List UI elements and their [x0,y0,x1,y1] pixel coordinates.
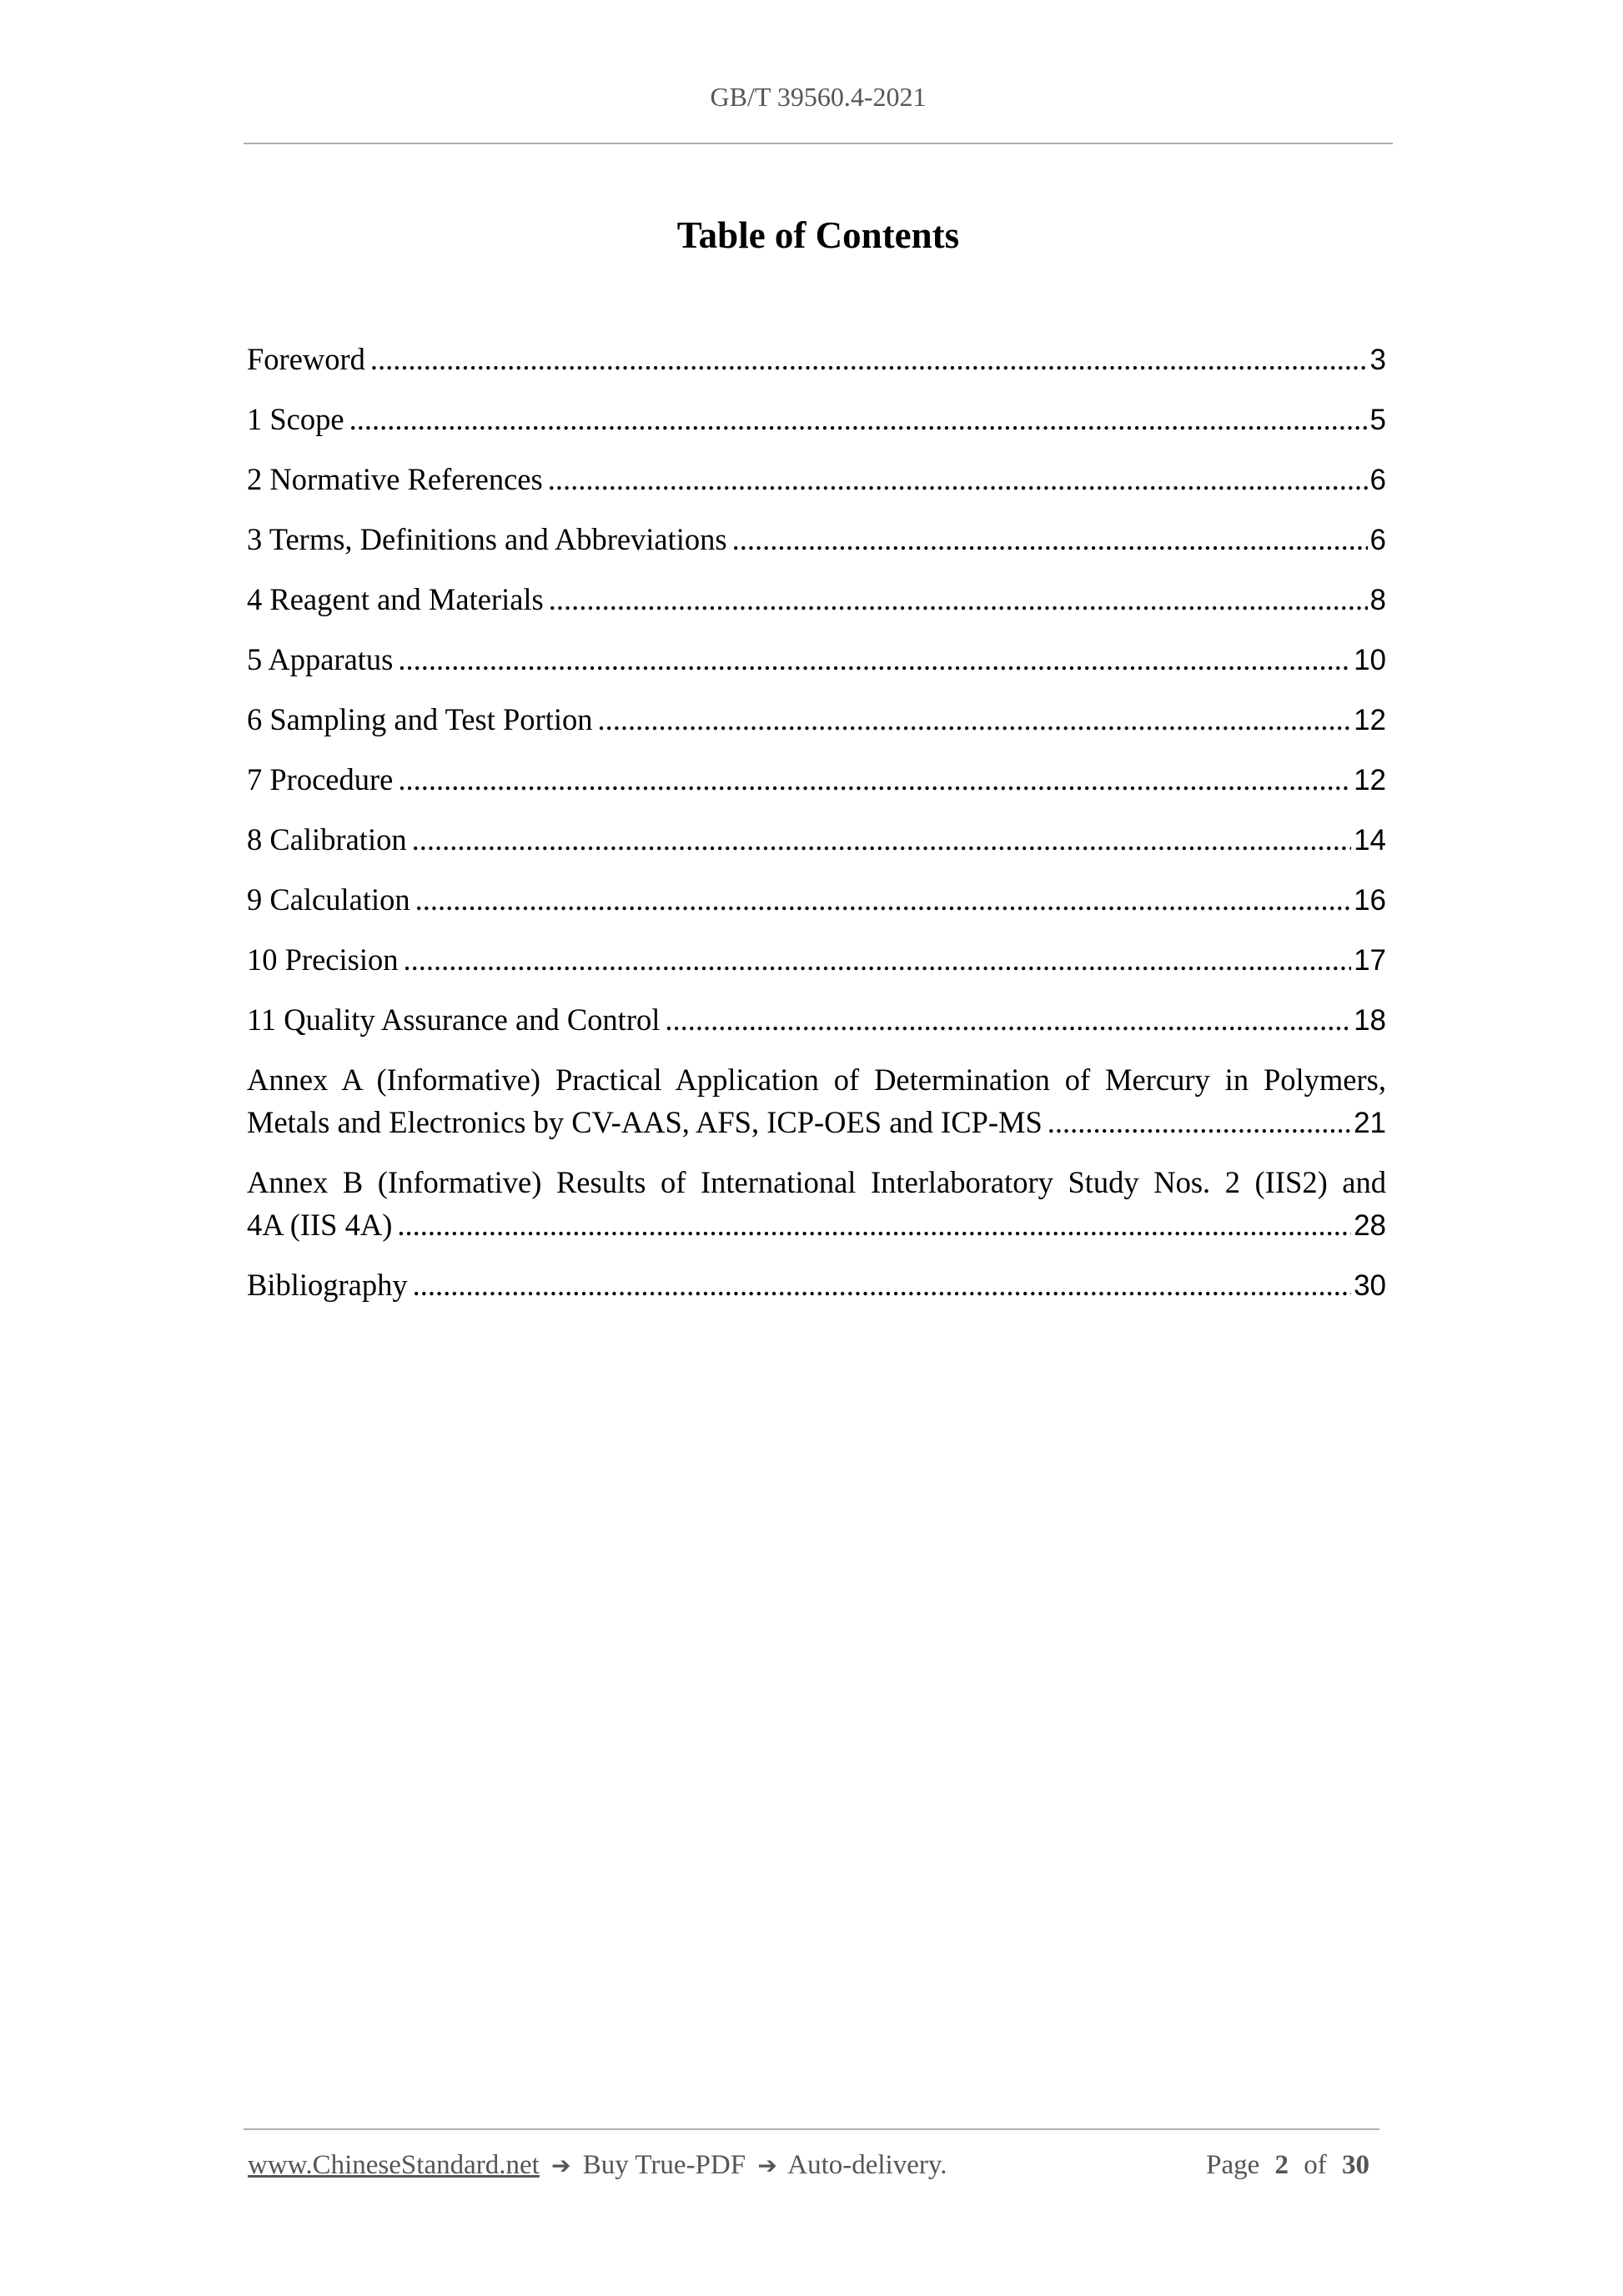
footer-promo [248,2150,947,2181]
toc-entry-scope[interactable] [247,398,1386,441]
toc-entry-page: 30 [1354,1269,1386,1302]
toc-entry-label: 3 Terms, Definitions and Abbreviations [247,522,727,556]
toc-dot-leader [403,938,1351,981]
toc-entry-page: 18 [1354,1004,1386,1037]
toc-entry-label: 7 Procedure [247,762,394,796]
toc-entry-label-line1: Annex A (Informative) Practical Application of Determination of Mercury in Polymers, [247,1063,1386,1097]
toc-entry-page: 5 [1369,404,1386,436]
toc-entry-label-line1: Annex B (Informative) Results of International Interlaboratory Study Nos. 2 (IIS2) and [247,1165,1386,1199]
toc-entry-page: 17 [1354,944,1386,977]
toc-entry-label: 4 Reagent and Materials [247,582,544,616]
toc-dot-leader [397,1203,1351,1246]
toc-dot-leader [398,638,1351,681]
toc-dot-leader [548,458,1368,500]
toc-entry-label: Bibliography [247,1268,408,1302]
page-current: 2 [1274,2150,1289,2180]
toc-entry-label: 8 Calibration [247,822,407,857]
toc-title: Table of Contents [676,214,960,256]
toc-dot-leader [370,338,1368,380]
toc-dot-leader [665,998,1351,1041]
toc-entry-calibration[interactable] [247,818,1386,862]
toc-entry-page: 28 [1354,1209,1386,1242]
toc-dot-leader [413,1264,1351,1306]
toc-dot-leader [349,398,1368,440]
toc-entry-page: 12 [1354,704,1386,736]
table-of-contents [247,338,1386,1324]
buy-true-pdf-text: Buy True-PDF [582,2150,746,2180]
toc-entry-label: 10 Precision [247,942,399,977]
arrow-right-icon: ➔ [757,2152,777,2179]
toc-dot-leader [598,698,1352,741]
page-of-label: of [1304,2150,1327,2180]
toc-dot-leader [412,818,1351,861]
toc-entry-label: Metals and Electronics by CV-AAS, AFS, ICP-OES and ICP-MS [247,1105,1043,1139]
toc-dot-leader [732,518,1368,560]
page-number [1206,2150,1378,2181]
toc-entry-page: 3 [1369,344,1386,376]
toc-entry-quality-assurance[interactable] [247,998,1386,1042]
toc-entry-label: 2 Normative References [247,462,543,496]
site-link[interactable]: www.ChineseStandard.net [248,2150,540,2180]
toc-entry-bibliography[interactable] [247,1264,1386,1307]
auto-delivery-text: Auto-delivery. [787,2150,947,2180]
toc-entry-foreword[interactable] [247,338,1386,381]
toc-dot-leader [549,578,1368,620]
toc-dot-leader [415,878,1351,921]
header-divider [244,143,1393,144]
toc-entry-page: 12 [1354,764,1386,796]
page-total: 30 [1342,2150,1369,2180]
toc-entry-page: 16 [1354,884,1386,917]
toc-entry-page: 6 [1369,524,1386,556]
toc-entry-page: 8 [1369,584,1386,616]
toc-entry-label: 9 Calculation [247,882,410,917]
toc-entry-normative-references[interactable] [247,458,1386,501]
toc-entry-page: 21 [1354,1107,1386,1139]
toc-entry-page: 14 [1354,824,1386,857]
toc-entry-annex-a[interactable] [247,1058,1386,1144]
toc-entry-label: Foreword [247,342,365,376]
toc-entry-annex-b[interactable] [247,1161,1386,1247]
toc-entry-procedure[interactable] [247,758,1386,801]
toc-entry-page: 6 [1369,464,1386,496]
toc-entry-label: 11 Quality Assurance and Control [247,1002,661,1037]
toc-entry-precision[interactable] [247,938,1386,982]
arrow-right-icon: ➔ [551,2152,571,2179]
toc-dot-leader [398,758,1351,801]
document-header-code: GB/T 39560.4-2021 [710,82,927,112]
toc-entry-label: 4A (IIS 4A) [247,1208,393,1242]
toc-entry-label: 5 Apparatus [247,642,394,676]
toc-entry-reagent-materials[interactable] [247,578,1386,621]
footer-divider [244,2128,1379,2130]
toc-entry-calculation[interactable] [247,878,1386,922]
toc-entry-apparatus[interactable] [247,638,1386,681]
page-label: Page [1206,2150,1260,2180]
toc-entry-terms-definitions[interactable] [247,518,1386,561]
toc-dot-leader [1048,1101,1351,1143]
toc-entry-label: 1 Scope [247,402,344,436]
toc-entry-sampling[interactable] [247,698,1386,741]
toc-entry-page: 10 [1354,644,1386,676]
toc-entry-label: 6 Sampling and Test Portion [247,702,593,736]
